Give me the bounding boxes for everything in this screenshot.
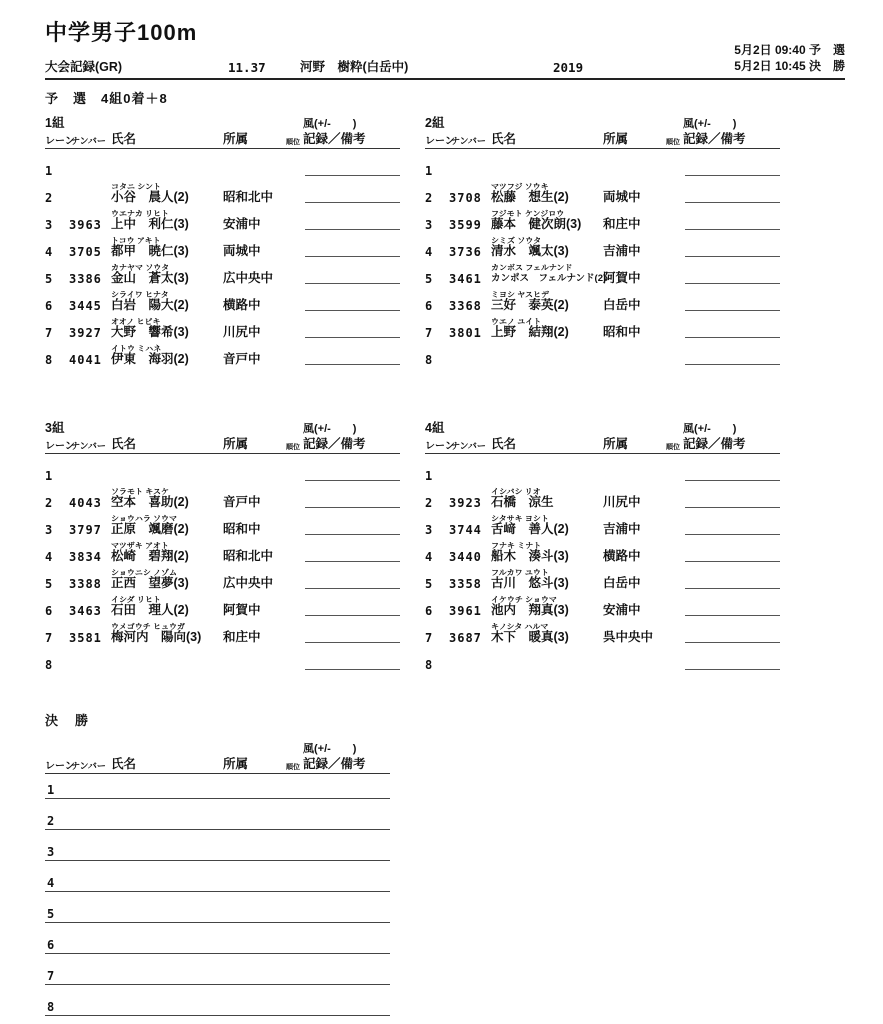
athlete-kana: ショウニシ ノゾム — [111, 568, 177, 577]
heat-block — [425, 419, 780, 675]
record-blank-line — [685, 364, 780, 365]
entry-row — [45, 648, 400, 675]
lane-number: 2 — [45, 496, 53, 510]
entry-row — [45, 594, 400, 621]
team-name: 阿賀中 — [603, 271, 641, 285]
team-name: 昭和中 — [603, 325, 641, 339]
lane-number: 3 — [425, 523, 433, 537]
entry-row — [425, 343, 780, 370]
athlete-kana: フナキ ミナト — [491, 541, 542, 550]
bib-number: 3461 — [449, 272, 482, 286]
record-blank-line — [685, 256, 780, 257]
lane-number: 3 — [47, 845, 55, 859]
record-blank-line — [45, 891, 390, 892]
final-header — [45, 756, 390, 774]
heat-lanes — [425, 154, 780, 370]
entry-row — [45, 621, 400, 648]
team-column-label: 所属 — [603, 437, 629, 451]
heat-lanes — [45, 459, 400, 675]
athlete-kana: ウエナカ リヒト — [111, 209, 170, 218]
record-blank-line — [305, 310, 400, 311]
record-blank-line — [45, 984, 390, 985]
lane-number: 8 — [45, 658, 53, 672]
lane-number: 6 — [425, 299, 433, 313]
record-blank-line — [685, 202, 780, 203]
team-name: 阿賀中 — [223, 603, 261, 617]
wind-column-label: 風(+/- ) — [303, 743, 357, 755]
lane-column-label: レーン — [425, 441, 455, 452]
record-blank-line — [685, 337, 780, 338]
lane-number: 7 — [45, 631, 53, 645]
record-blank-line — [305, 480, 400, 481]
athlete-name: 清水 颯太(3) — [491, 244, 569, 258]
lane-number: 6 — [425, 604, 433, 618]
entry-row — [425, 316, 780, 343]
final-entry-row — [45, 836, 390, 867]
entry-row — [45, 154, 400, 181]
lane-number: 7 — [47, 969, 55, 983]
heat-column-header — [425, 131, 780, 149]
bib-number: 3687 — [449, 631, 482, 645]
record-blank-line — [685, 310, 780, 311]
lane-number: 7 — [45, 326, 53, 340]
number-column-label: ナンバー — [451, 441, 486, 451]
final-entry-row — [45, 960, 390, 991]
team-name: 安浦中 — [603, 603, 641, 617]
entry-row — [45, 540, 400, 567]
wind-column-label: 風(+/- ) — [683, 423, 737, 435]
athlete-name: 松崎 碧翔(2) — [111, 549, 189, 563]
team-name: 両城中 — [223, 244, 261, 258]
athlete-kana: カンボス フェルナンド — [491, 263, 573, 272]
schedule-prelim: 5月2日 09:40 予 選 — [734, 43, 845, 57]
lane-number: 5 — [45, 577, 53, 591]
meet-record-row — [45, 56, 845, 80]
lane-number: 1 — [425, 469, 433, 483]
bib-number: 3368 — [449, 299, 482, 313]
lane-number: 7 — [425, 631, 433, 645]
final-entry-row — [45, 991, 390, 1022]
team-name: 白岳中 — [603, 576, 641, 590]
bib-number: 4043 — [69, 496, 102, 510]
entry-row — [425, 621, 780, 648]
heat-label: 3組 — [45, 421, 65, 435]
athlete-name: 都甲 暁仁(3) — [111, 244, 189, 258]
number-column-label: ナンバー — [71, 441, 106, 451]
heat-column-header — [45, 131, 400, 149]
team-name: 音戸中 — [223, 352, 261, 366]
entry-row — [45, 343, 400, 370]
entry-row — [425, 181, 780, 208]
lane-number: 4 — [45, 550, 53, 564]
bib-number: 3386 — [69, 272, 102, 286]
athlete-name: 金山 蒼太(3) — [111, 271, 189, 285]
lane-number: 5 — [45, 272, 53, 286]
lane-number: 6 — [45, 604, 53, 618]
schedule-final: 5月2日 10:45 決 勝 — [734, 59, 845, 73]
final-entry-row — [45, 929, 390, 960]
athlete-kana: コタニ シント — [111, 182, 162, 191]
team-name: 横路中 — [223, 298, 261, 312]
record-blank-line — [685, 175, 780, 176]
lane-number: 7 — [425, 326, 433, 340]
team-column-label: 所属 — [223, 437, 249, 451]
athlete-kana: イトウ ミハネ — [111, 344, 162, 353]
lane-number: 2 — [425, 191, 433, 205]
athlete-name: 藤本 健次朗(3) — [491, 217, 582, 231]
rank-column-label: 順位 — [666, 139, 680, 146]
lane-number: 8 — [45, 353, 53, 367]
team-column-label: 所属 — [223, 757, 249, 771]
athlete-name: 白岩 陽大(2) — [111, 298, 189, 312]
record-column-label: 記録／備考 — [683, 132, 746, 146]
team-name: 音戸中 — [223, 495, 261, 509]
athlete-name: 池内 翔真(3) — [491, 603, 569, 617]
record-blank-line — [45, 860, 390, 861]
record-column-label: 記録／備考 — [303, 132, 366, 146]
bib-number: 3744 — [449, 523, 482, 537]
lane-number: 3 — [45, 523, 53, 537]
record-blank-line — [685, 615, 780, 616]
athlete-name: 小谷 晨人(2) — [111, 190, 189, 204]
lane-number: 4 — [425, 245, 433, 259]
team-column-label: 所属 — [223, 132, 249, 146]
team-name: 安浦中 — [223, 217, 261, 231]
athlete-kana: ショウハラ ソウマ — [111, 514, 178, 523]
rank-column-label: 順位 — [286, 444, 300, 451]
heat-lanes — [425, 459, 780, 675]
record-column-label: 記録／備考 — [303, 757, 366, 771]
team-name: 昭和北中 — [223, 549, 274, 563]
entry-row — [45, 459, 400, 486]
heat-column-header — [425, 436, 780, 454]
lane-number: 4 — [45, 245, 53, 259]
rank-column-label: 順位 — [286, 139, 300, 146]
lane-number: 5 — [47, 907, 55, 921]
record-blank-line — [685, 480, 780, 481]
entry-row — [45, 262, 400, 289]
record-blank-line — [305, 175, 400, 176]
name-column-label: 氏名 — [491, 132, 517, 146]
rank-column-label: 順位 — [666, 444, 680, 451]
entry-row — [425, 262, 780, 289]
record-blank-line — [305, 507, 400, 508]
athlete-kana: フジモト ケンジロウ — [491, 209, 565, 218]
lane-number: 8 — [47, 1000, 55, 1014]
bib-number: 3388 — [69, 577, 102, 591]
team-name: 昭和北中 — [223, 190, 274, 204]
team-name: 呉中央中 — [603, 630, 654, 644]
entry-row — [45, 181, 400, 208]
athlete-kana: イシダ リヒト — [111, 595, 161, 604]
bib-number: 3358 — [449, 577, 482, 591]
athlete-kana: マツザキ アオト — [111, 541, 169, 550]
record-blank-line — [45, 922, 390, 923]
athlete-name: 正原 颯磨(2) — [111, 522, 189, 536]
athlete-name: 古川 悠斗(3) — [491, 576, 569, 590]
record-blank-line — [305, 337, 400, 338]
team-name: 和庄中 — [223, 630, 261, 644]
record-blank-line — [305, 534, 400, 535]
bib-number: 3708 — [449, 191, 482, 205]
wind-column-label: 風(+/- ) — [303, 423, 357, 435]
bib-number: 3961 — [449, 604, 482, 618]
athlete-kana: イシバシ リオ — [491, 487, 541, 496]
entry-row — [425, 486, 780, 513]
bib-number: 3963 — [69, 218, 102, 232]
lane-number: 6 — [45, 299, 53, 313]
lane-number: 1 — [45, 469, 53, 483]
record-year: 2019 — [553, 60, 584, 75]
entry-row — [425, 235, 780, 262]
athlete-kana: ウメゴウチ ヒュウガ — [111, 622, 185, 631]
final-entry-row — [45, 774, 390, 805]
final-section — [45, 710, 390, 1022]
athlete-kana: イケウチ ショウマ — [491, 595, 557, 604]
entry-row — [425, 208, 780, 235]
record-blank-line — [45, 798, 390, 799]
final-entry-row — [45, 898, 390, 929]
athlete-kana: シライワ ヒナタ — [111, 290, 169, 299]
bib-number: 3463 — [69, 604, 102, 618]
athlete-name: 梅河内 陽向(3) — [111, 630, 202, 644]
round-note: 予 選 4組0着＋8 — [45, 91, 168, 106]
record-blank-line — [305, 588, 400, 589]
entry-row — [45, 486, 400, 513]
lane-number: 2 — [425, 496, 433, 510]
entry-row — [425, 648, 780, 675]
name-column-label: 氏名 — [111, 757, 137, 771]
team-name: 吉浦中 — [603, 522, 641, 536]
name-column-label: 氏名 — [111, 437, 137, 451]
athlete-kana: オオノ ヒビキ — [111, 317, 161, 326]
athlete-name: 船木 湊斗(3) — [491, 549, 569, 563]
entry-row — [45, 208, 400, 235]
record-blank-line — [685, 642, 780, 643]
lane-number: 1 — [47, 783, 55, 797]
record-blank-line — [45, 829, 390, 830]
number-column-label: ナンバー — [71, 136, 106, 146]
number-column-label: ナンバー — [71, 761, 106, 771]
entry-row — [45, 289, 400, 316]
bib-number: 3445 — [69, 299, 102, 313]
lane-number: 1 — [45, 164, 53, 178]
bib-number: 3440 — [449, 550, 482, 564]
athlete-kana: フルカワ ユウト — [491, 568, 549, 577]
heat-label: 4組 — [425, 421, 445, 435]
athlete-name: 石橋 涼生 — [491, 495, 554, 509]
athlete-kana: ソラモト キスケ — [111, 487, 170, 496]
athlete-name: 大野 響希(3) — [111, 325, 189, 339]
record-blank-line — [305, 615, 400, 616]
athlete-kana: キノシタ ハルマ — [491, 622, 549, 631]
lane-number: 4 — [47, 876, 55, 890]
entry-row — [425, 459, 780, 486]
final-lanes — [45, 774, 390, 1022]
record-blank-line — [305, 202, 400, 203]
athlete-kana: トコウ アキト — [111, 236, 161, 245]
record-column-label: 記録／備考 — [683, 437, 746, 451]
lane-number: 5 — [425, 577, 433, 591]
heat-label: 2組 — [425, 116, 445, 130]
bib-number: 3797 — [69, 523, 102, 537]
lane-number: 2 — [45, 191, 53, 205]
lane-column-label: レーン — [425, 136, 455, 147]
athlete-name: 松藤 想生(2) — [491, 190, 569, 204]
lane-number: 2 — [47, 814, 55, 828]
athlete-kana: シミズ ソウタ — [491, 236, 542, 245]
team-name: 昭和中 — [223, 522, 261, 536]
record-blank-line — [685, 283, 780, 284]
lane-number: 3 — [45, 218, 53, 232]
team-name: 吉浦中 — [603, 244, 641, 258]
team-name: 広中央中 — [223, 576, 274, 590]
record-blank-line — [685, 229, 780, 230]
record-blank-line — [685, 507, 780, 508]
record-holder: 河野 樹粋(白岳中) — [300, 60, 409, 74]
heat-column-header — [45, 436, 400, 454]
athlete-name: カンポス フェルナンド(2) — [491, 273, 607, 284]
bib-number: 3923 — [449, 496, 482, 510]
bib-number: 3705 — [69, 245, 102, 259]
record-blank-line — [305, 642, 400, 643]
entry-row — [425, 513, 780, 540]
heat-block — [45, 419, 400, 675]
bib-number: 3834 — [69, 550, 102, 564]
number-column-label: ナンバー — [451, 136, 486, 146]
athlete-name: 木下 暖真(3) — [491, 630, 569, 644]
record-blank-line — [685, 669, 780, 670]
athlete-kana: シタサキ ヨシト — [491, 514, 549, 523]
record-blank-line — [305, 364, 400, 365]
athlete-kana: マツフジ ソウキ — [491, 182, 549, 191]
team-name: 白岳中 — [603, 298, 641, 312]
entry-row — [425, 289, 780, 316]
record-blank-line — [305, 256, 400, 257]
athlete-kana: ミヨシ ヤスヒデ — [491, 290, 550, 299]
team-name: 広中央中 — [223, 271, 274, 285]
record-blank-line — [45, 953, 390, 954]
entry-row — [425, 594, 780, 621]
record-blank-line — [685, 588, 780, 589]
heat-block — [45, 114, 400, 370]
heat-lanes — [45, 154, 400, 370]
athlete-name: 三好 泰英(2) — [491, 298, 569, 312]
lane-column-label: レーン — [45, 761, 75, 772]
wind-column-label: 風(+/- ) — [683, 118, 737, 130]
team-column-label: 所属 — [603, 132, 629, 146]
heat-label: 1組 — [45, 116, 65, 130]
athlete-kana: ウエノ ユイト — [491, 317, 542, 326]
entry-row — [45, 513, 400, 540]
name-column-label: 氏名 — [491, 437, 517, 451]
entry-row — [45, 316, 400, 343]
final-entry-row — [45, 805, 390, 836]
athlete-name: 伊東 海羽(2) — [111, 352, 189, 366]
lane-number: 3 — [425, 218, 433, 232]
bib-number: 3599 — [449, 218, 482, 232]
final-entry-row — [45, 867, 390, 898]
lane-number: 4 — [425, 550, 433, 564]
lane-column-label: レーン — [45, 441, 75, 452]
lane-number: 8 — [425, 353, 433, 367]
record-blank-line — [685, 561, 780, 562]
bib-number: 3927 — [69, 326, 102, 340]
entry-row — [425, 154, 780, 181]
entry-row — [45, 235, 400, 262]
final-label: 決 勝 — [45, 713, 91, 728]
record-blank-line — [305, 669, 400, 670]
name-column-label: 氏名 — [111, 132, 137, 146]
team-name: 横路中 — [603, 549, 641, 563]
athlete-name: 石田 理人(2) — [111, 603, 189, 617]
lane-number: 8 — [425, 658, 433, 672]
athlete-name: 舌﨑 善人(2) — [491, 522, 569, 536]
bib-number: 3736 — [449, 245, 482, 259]
record-blank-line — [45, 1015, 390, 1016]
heat-block — [425, 114, 780, 370]
team-name: 両城中 — [603, 190, 641, 204]
lane-column-label: レーン — [45, 136, 75, 147]
athlete-name: 正西 望夢(3) — [111, 576, 189, 590]
team-name: 川尻中 — [223, 325, 261, 339]
team-name: 和庄中 — [603, 217, 641, 231]
record-mark: 11.37 — [228, 60, 266, 75]
record-blank-line — [685, 534, 780, 535]
entry-row — [425, 567, 780, 594]
lane-number: 5 — [425, 272, 433, 286]
record-column-label: 記録／備考 — [303, 437, 366, 451]
athlete-kana: カナヤマ ソウタ — [111, 263, 170, 272]
wind-column-label: 風(+/- ) — [303, 118, 357, 130]
record-blank-line — [305, 229, 400, 230]
record-blank-line — [305, 283, 400, 284]
record-blank-line — [305, 561, 400, 562]
page-title: 中学男子100m — [45, 20, 198, 45]
bib-number: 4041 — [69, 353, 102, 367]
athlete-name: 上野 結翔(2) — [491, 325, 569, 339]
entry-row — [45, 567, 400, 594]
rank-column-label: 順位 — [286, 764, 300, 771]
entry-row — [425, 540, 780, 567]
lane-number: 6 — [47, 938, 55, 952]
bib-number: 3801 — [449, 326, 482, 340]
bib-number: 3581 — [69, 631, 102, 645]
lane-number: 1 — [425, 164, 433, 178]
record-label: 大会記録(GR) — [45, 60, 123, 74]
athlete-name: 空本 喜助(2) — [111, 495, 189, 509]
team-name: 川尻中 — [603, 495, 641, 509]
athlete-name: 上中 利仁(3) — [111, 217, 189, 231]
